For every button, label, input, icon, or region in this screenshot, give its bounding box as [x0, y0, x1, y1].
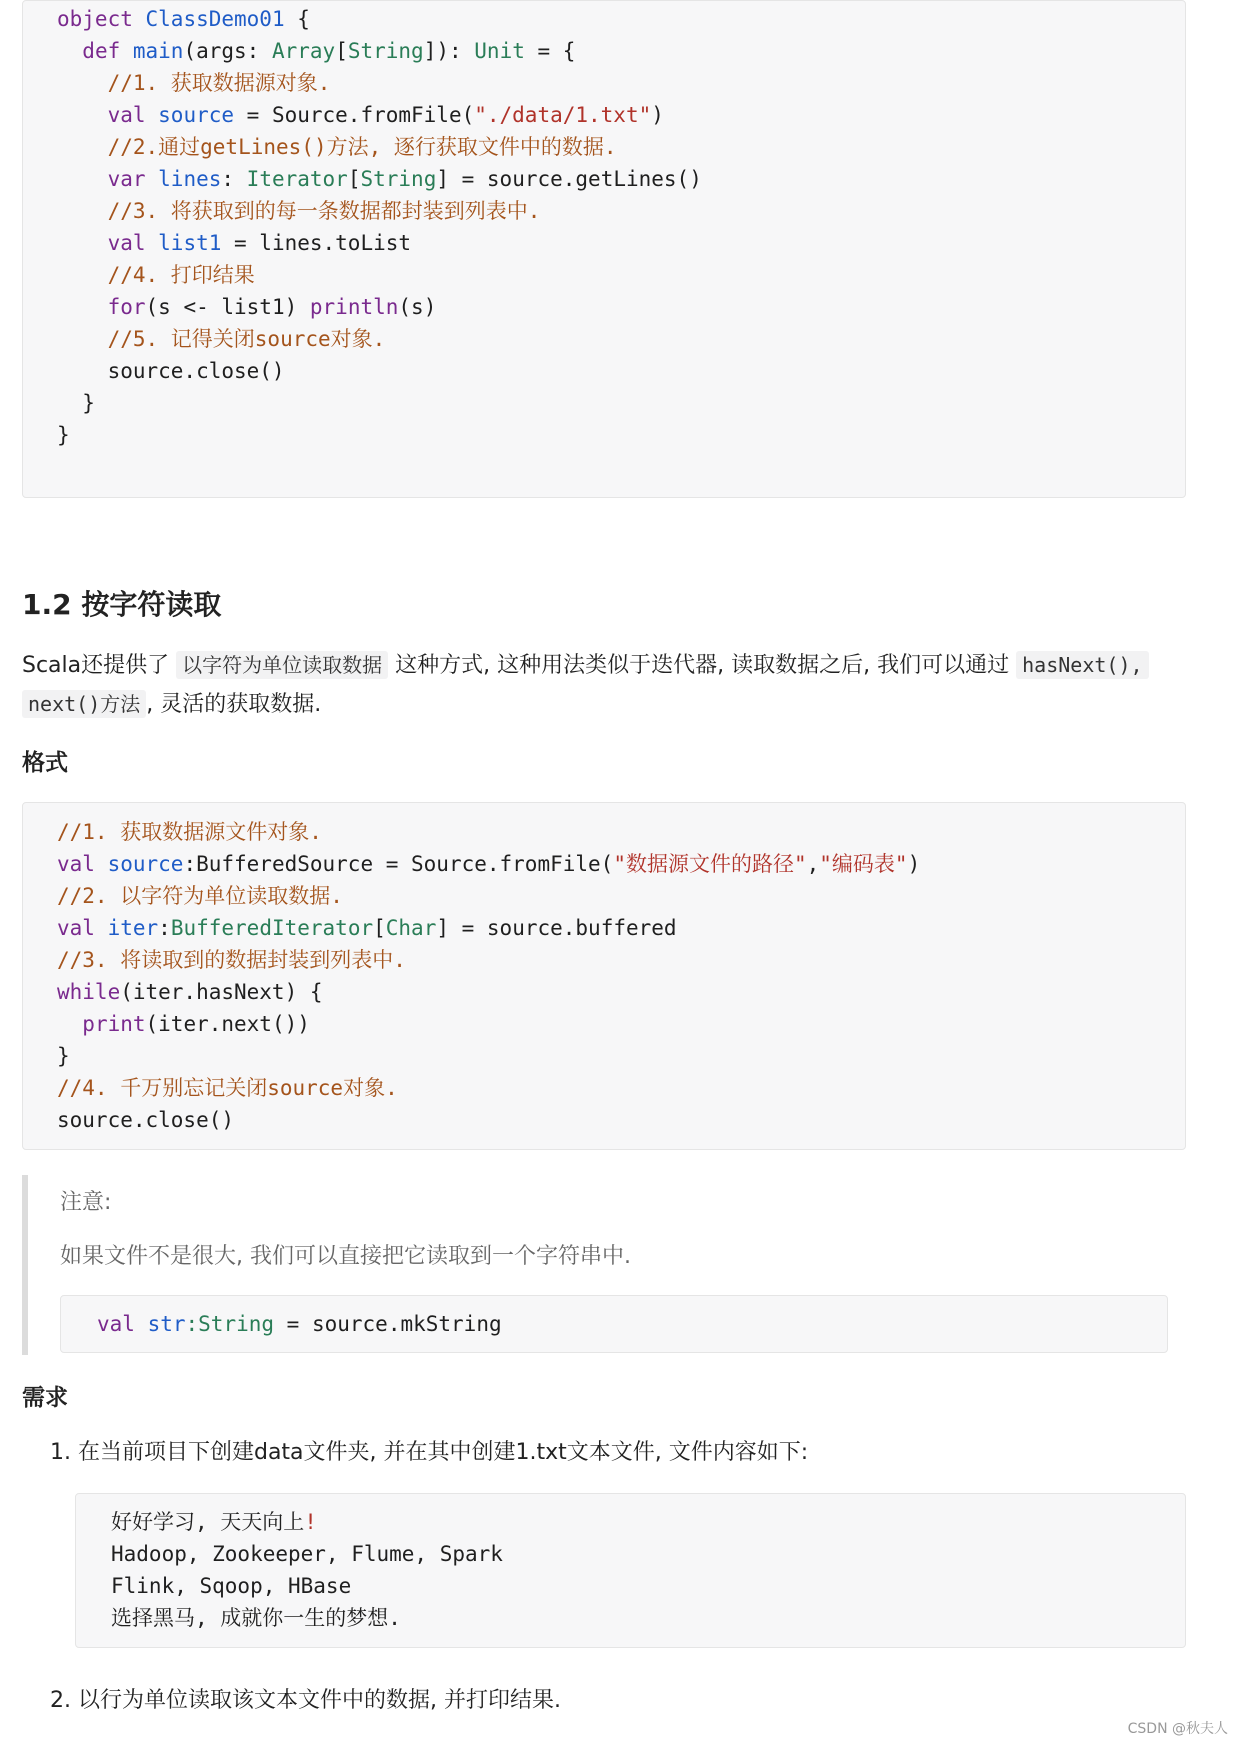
- code-token: //4. 打印结果: [107, 263, 255, 287]
- code-token: val: [97, 1312, 148, 1336]
- code-line: [57, 3, 310, 35]
- code-token: [57, 71, 108, 95]
- code-token: ClassDemo01: [145, 7, 285, 31]
- code-token: //3. 将读取到的数据封装到列表中.: [57, 948, 406, 972]
- code-token: [57, 327, 108, 351]
- code-line: [57, 848, 920, 880]
- code-token: 选择黑马, 成就你一生的梦想.: [111, 1606, 401, 1630]
- code-token: (iter.hasNext) {: [120, 980, 323, 1004]
- code-token: source: [158, 103, 235, 127]
- code-token: String: [360, 167, 437, 191]
- code-token: for: [107, 295, 146, 319]
- code-token: //3. 将获取到的每一条数据都封装到列表中.: [107, 199, 541, 223]
- format-label: 格式: [22, 750, 68, 776]
- code-token: list1: [158, 231, 222, 255]
- intro-text-3: , 灵活的获取数据.: [146, 692, 322, 717]
- code-token: val: [57, 852, 108, 876]
- code-token: str: [147, 1312, 186, 1336]
- code-line: [57, 912, 677, 944]
- code-token: BufferedIterator: [170, 916, 374, 940]
- note-code-block: [60, 1295, 1168, 1353]
- code-token: var: [107, 167, 159, 191]
- code-line: [57, 227, 411, 259]
- code-token: println: [309, 295, 399, 319]
- code-token: }: [57, 1044, 70, 1068]
- code-token: }: [57, 423, 70, 447]
- code-token: source: [107, 852, 184, 876]
- code-line: [57, 99, 664, 131]
- code-token: [57, 263, 108, 287]
- code-token: (s): [398, 295, 437, 319]
- code-line: [57, 1008, 310, 1040]
- code-line: [57, 880, 343, 912]
- code-token: [57, 231, 108, 255]
- code-line: [57, 195, 540, 227]
- code-token: 好好学习, 天天向上: [111, 1510, 305, 1534]
- code-line: [57, 131, 617, 163]
- code-token: :String: [185, 1312, 275, 1336]
- code-token: //1. 获取数据源文件对象.: [57, 820, 322, 844]
- code-token: :BufferedSource = Source.fromFile(: [183, 852, 614, 876]
- code-line: [57, 291, 436, 323]
- code-token: Unit: [474, 39, 525, 63]
- code-token: ): [651, 103, 664, 127]
- code-line: [111, 1506, 317, 1538]
- code-token: (iter.next()): [145, 1012, 310, 1036]
- code-token: main: [132, 39, 184, 63]
- code-token: val: [57, 916, 108, 940]
- code-line: [57, 259, 255, 291]
- code-token: String: [347, 39, 424, 63]
- code-line: [57, 67, 330, 99]
- code-token: source.close(): [57, 1108, 235, 1132]
- code-token: Array: [271, 39, 336, 63]
- code-line: [57, 419, 70, 451]
- code-token: [57, 295, 108, 319]
- code-line: [57, 816, 322, 848]
- code-token: //2.通过getLines()方法, 逐行获取文件中的数据.: [107, 135, 617, 159]
- code-line: [111, 1602, 401, 1634]
- code-token: print: [82, 1012, 146, 1036]
- code-line: [111, 1570, 351, 1602]
- code-line: [57, 1072, 398, 1104]
- code-token: = Source.fromFile(: [234, 103, 475, 127]
- code-token: :: [158, 916, 171, 940]
- code-line: [97, 1308, 502, 1340]
- code-line: [111, 1538, 503, 1570]
- code-token: //4. 千万别忘记关闭source对象.: [57, 1076, 398, 1100]
- requirement-label: 需求: [22, 1385, 68, 1411]
- code-block-buffered: [22, 802, 1186, 1150]
- watermark: CSDN @秋夫人: [1127, 1721, 1228, 1737]
- intro-paragraph: [22, 646, 1192, 724]
- code-token: (s <- list1): [145, 295, 310, 319]
- code-token: def: [82, 39, 133, 63]
- code-token: }: [57, 391, 95, 415]
- code-line: [57, 323, 385, 355]
- code-token: [57, 167, 108, 191]
- note-blockquote: [22, 1175, 1190, 1355]
- code-token: Char: [385, 916, 437, 940]
- code-token: [: [373, 916, 386, 940]
- code-line: [57, 976, 323, 1008]
- code-line: [57, 355, 285, 387]
- code-token: [57, 1012, 82, 1036]
- intro-text-2: 这种方式, 这种用法类似于迭代器, 读取数据之后, 我们可以通过: [395, 653, 1010, 678]
- code-token: [: [335, 39, 348, 63]
- code-token: object: [57, 7, 146, 31]
- inline-code-hasnext: hasNext(),: [1016, 651, 1148, 679]
- code-token: "./data/1.txt": [474, 103, 652, 127]
- code-token: source.close(): [57, 359, 285, 383]
- code-line: [57, 944, 406, 976]
- code-line: [57, 163, 702, 195]
- code-line: [57, 35, 575, 67]
- code-token: [57, 103, 108, 127]
- code-token: ): [907, 852, 921, 876]
- code-token: !: [304, 1510, 317, 1534]
- code-token: Iterator: [246, 167, 348, 191]
- code-token: = source.: [274, 1312, 401, 1336]
- code-token: lines: [158, 167, 222, 191]
- code-token: //5. 记得关闭source对象.: [107, 327, 386, 351]
- code-token: ,: [806, 852, 820, 876]
- file-content-block: [75, 1493, 1186, 1648]
- code-line: [57, 387, 95, 419]
- code-token: {: [284, 7, 310, 31]
- code-token: ] = source.buffered: [436, 916, 677, 940]
- inline-code-next: next()方法: [22, 690, 146, 718]
- code-token: ]):: [423, 39, 475, 63]
- section-title: 1.2 按字符读取: [22, 588, 222, 621]
- code-token: while: [57, 980, 121, 1004]
- code-token: "数据源文件的路径": [613, 852, 807, 876]
- code-token: Hadoop, Zookeeper, Flume, Spark: [111, 1542, 503, 1566]
- code-token: "编码表": [819, 852, 908, 876]
- intro-text-1: Scala还提供了: [22, 653, 170, 678]
- code-token: mkString: [400, 1312, 502, 1336]
- code-token: iter: [107, 916, 159, 940]
- code-token: = lines.toList: [221, 231, 412, 255]
- code-token: //2. 以字符为单位读取数据.: [57, 884, 343, 908]
- code-token: val: [107, 231, 159, 255]
- code-token: val: [107, 103, 159, 127]
- code-token: :: [221, 167, 247, 191]
- code-block-scala-getlines: [22, 0, 1186, 498]
- code-token: [57, 135, 108, 159]
- code-token: [: [347, 167, 361, 191]
- code-line: [57, 1040, 70, 1072]
- code-token: ] = source.getLines(): [436, 167, 702, 191]
- list-item-2: 2. 以行为单位读取该文本文件中的数据, 并打印结果.: [50, 1688, 561, 1713]
- note-title: 注意:: [60, 1190, 112, 1215]
- code-line: [57, 1104, 234, 1136]
- code-token: = {: [524, 39, 576, 63]
- code-token: [57, 39, 82, 63]
- inline-code-char-read: 以字符为单位读取数据: [176, 651, 388, 679]
- code-token: (args:: [183, 39, 272, 63]
- code-token: //1. 获取数据源对象.: [107, 71, 331, 95]
- note-text: 如果文件不是很大, 我们可以直接把它读取到一个字符串中.: [60, 1244, 631, 1269]
- code-token: Flink, Sqoop, HBase: [111, 1574, 352, 1598]
- list-item-1: 1. 在当前项目下创建data文件夹, 并在其中创建1.txt文本文件, 文件内容如下:: [50, 1440, 809, 1465]
- code-token: [57, 199, 108, 223]
